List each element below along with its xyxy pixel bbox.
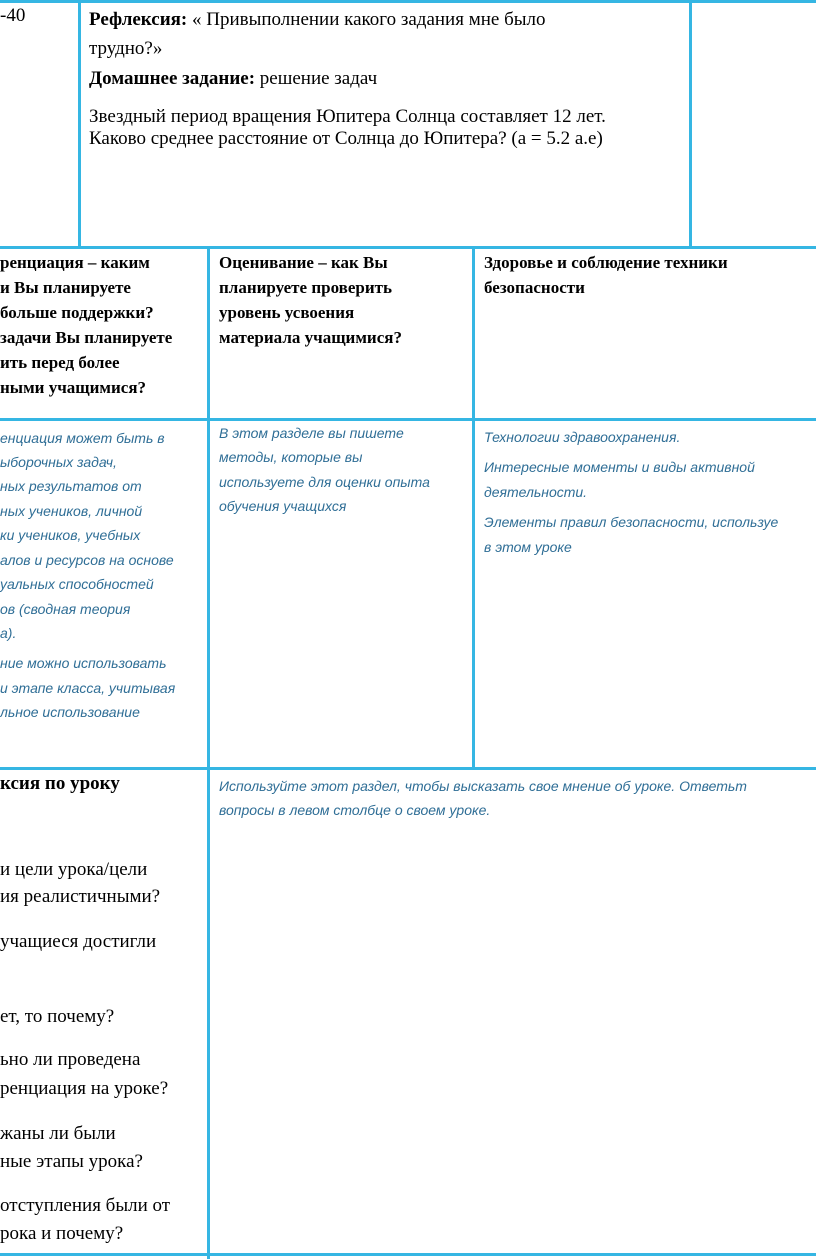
reflection-question-cont: трудно?» <box>89 38 163 59</box>
table-border-bottom <box>0 1253 816 1256</box>
reflection-line <box>89 7 546 32</box>
table-border-row1 <box>0 246 816 249</box>
reflection-label: Рефлексия: <box>89 9 188 30</box>
table-border-v2 <box>689 0 692 248</box>
reflection-title: ксия по уроку <box>0 773 120 794</box>
homework-line <box>89 66 377 91</box>
task-line-1: Звездный период вращения Юпитера Солнца составляет 12 лет. <box>89 106 606 127</box>
table-border-v3 <box>207 246 210 1259</box>
homework-text: решение задач <box>255 68 378 89</box>
homework-label: Домашнее задание: <box>89 68 256 89</box>
table-border-v4 <box>472 246 475 769</box>
time-fragment: -40 <box>0 5 26 26</box>
reflection-question: « Привыполнении какого задания мне было <box>187 9 546 30</box>
table-border-top <box>0 0 816 3</box>
table-border-row2 <box>0 418 816 421</box>
task-line-2: Каково среднее расстояние от Солнца до Юпитера? (а = 5.2 а.е) <box>89 128 603 149</box>
table-border-v1 <box>78 0 81 248</box>
table-border-row3 <box>0 767 816 770</box>
